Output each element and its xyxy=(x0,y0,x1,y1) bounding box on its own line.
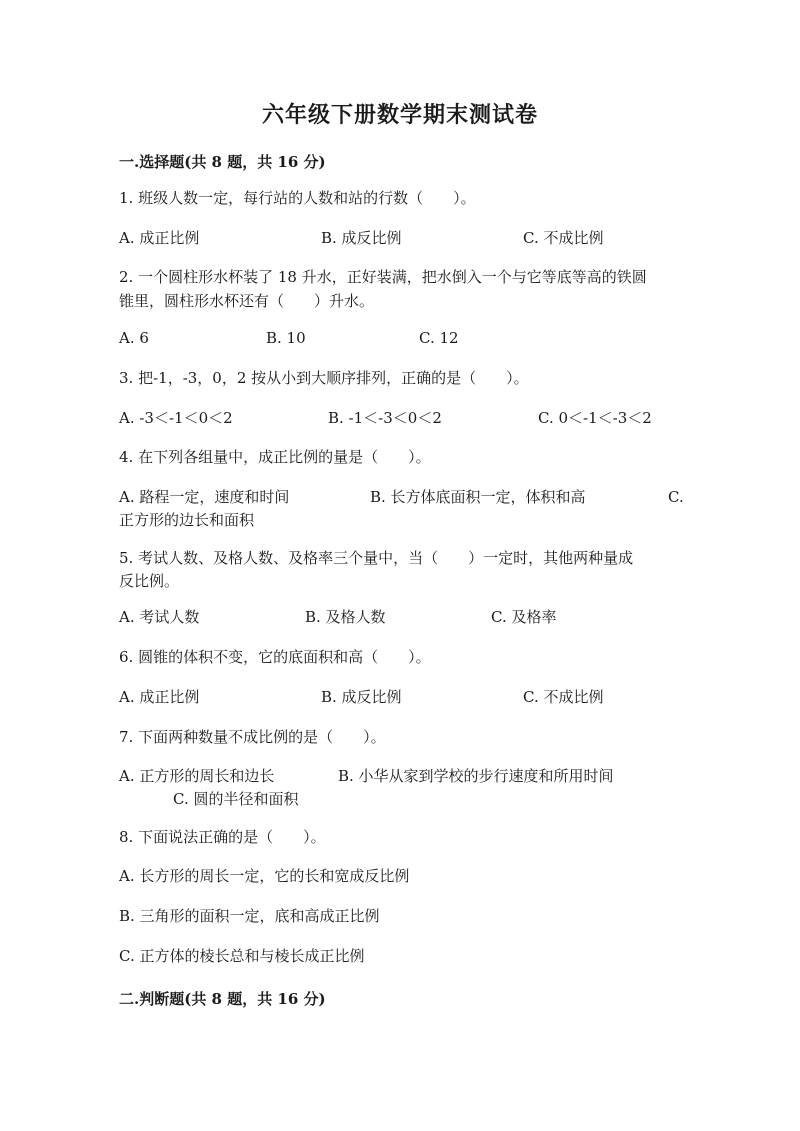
question-5-option-b: B. 及格人数 xyxy=(305,608,386,626)
question-3-option-b: B. -1＜-3＜0＜2 xyxy=(328,409,442,427)
question-4-option-c-label: C. xyxy=(668,488,684,506)
question-6-option-b: B. 成反比例 xyxy=(321,688,402,706)
question-7-option-b: B. 小华从家到学校的步行速度和所用时间 xyxy=(338,767,614,785)
question-4-option-a: A. 路程一定，速度和时间 xyxy=(119,488,290,506)
question-1: 1. 班级人数一定，每行站的人数和站的行数（ ）。 xyxy=(119,189,476,207)
question-8-option-c: C. 正方体的棱长总和与棱长成正比例 xyxy=(119,947,365,965)
question-8: 8. 下面说法正确的是（ ）。 xyxy=(119,828,326,846)
question-8-option-a: A. 长方形的周长一定，它的长和宽成反比例 xyxy=(119,867,410,885)
question-6-option-a: A. 成正比例 xyxy=(119,688,200,706)
question-2-line-1: 2. 一个圆柱形水杯装了 18 升水，正好装满，把水倒入一个与它等底等高的铁圆 xyxy=(119,268,647,286)
question-5-option-a: A. 考试人数 xyxy=(119,608,200,626)
question-4-option-c-text: 正方形的边长和面积 xyxy=(119,511,255,529)
question-7-option-c: C. 圆的半径和面积 xyxy=(173,790,299,808)
question-4-option-b: B. 长方体底面积一定，体积和高 xyxy=(370,488,586,506)
question-3-option-c: C. 0＜-1＜-3＜2 xyxy=(538,409,652,427)
question-2-option-b: B. 10 xyxy=(266,329,306,347)
question-7-option-a: A. 正方形的周长和边长 xyxy=(119,767,275,785)
question-3: 3. 把-1，-3，0，2 按从小到大顺序排列，正确的是（ ）。 xyxy=(119,369,529,387)
question-2-option-a: A. 6 xyxy=(119,329,149,347)
question-7: 7. 下面两种数量不成比例的是（ ）。 xyxy=(119,728,386,746)
question-8-option-b: B. 三角形的面积一定，底和高成正比例 xyxy=(119,907,380,925)
section-heading-true-false: 二.判断题(共 8 题，共 16 分) xyxy=(119,990,326,1008)
question-5-option-c: C. 及格率 xyxy=(491,608,557,626)
question-5-line-2: 反比例。 xyxy=(119,572,180,590)
question-4: 4. 在下列各组量中，成正比例的量是（ ）。 xyxy=(119,448,431,466)
question-2-option-c: C. 12 xyxy=(419,329,459,347)
question-6-option-c: C. 不成比例 xyxy=(523,688,604,706)
question-1-option-b: B. 成反比例 xyxy=(321,229,402,247)
question-1-option-a: A. 成正比例 xyxy=(119,229,200,247)
question-3-option-a: A. -3＜-1＜0＜2 xyxy=(119,409,233,427)
section-heading-choice: 一.选择题(共 8 题，共 16 分) xyxy=(119,153,326,171)
question-5-line-1: 5. 考试人数、及格人数、及格率三个量中，当（ ）一定时，其他两种量成 xyxy=(119,549,634,567)
question-2-line-2: 锥里，圆柱形水杯还有（ ）升水。 xyxy=(119,292,375,310)
question-6: 6. 圆锥的体积不变，它的底面积和高（ ）。 xyxy=(119,648,431,666)
question-1-option-c: C. 不成比例 xyxy=(523,229,604,247)
page-title: 六年级下册数学期末测试卷 xyxy=(261,102,538,128)
